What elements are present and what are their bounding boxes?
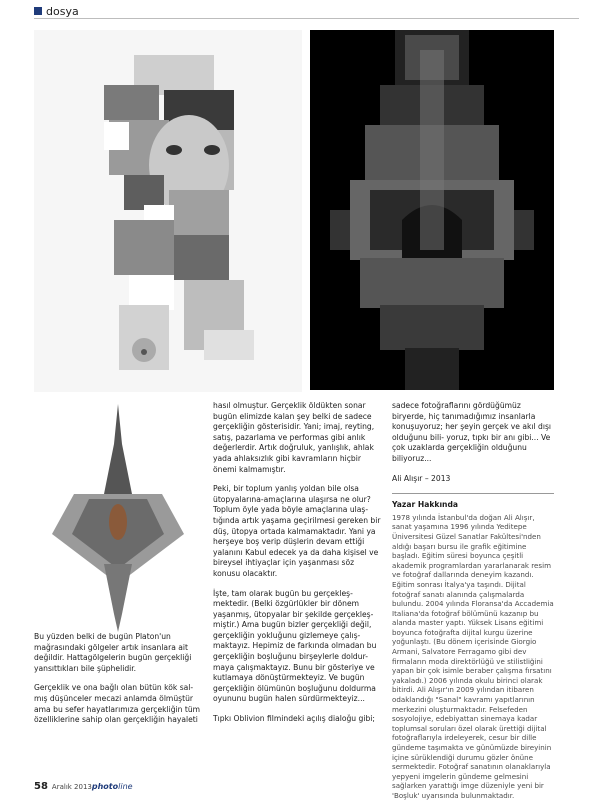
symmetric-dark-collage-image (310, 30, 554, 390)
paragraph: Tıpkı Oblivion filmindeki açılış dialoğu gibi; (213, 714, 375, 724)
paragraph: Gerçeklik ve ona bağlı olan bütün kök sal- mış düşünceler mecazi anlamda ölmüştür ama bu sefer hayatlarımıza gerçekliğin tüm özelliklerine sahip olan gerçekliğin hayaleti (34, 683, 201, 725)
bio-heading: Yazar Hakkında (392, 500, 459, 510)
bio-divider (392, 493, 554, 494)
page-footer (34, 781, 133, 792)
paragraph: sadece fotoğraflarını gördüğümüz biryerde, hiç tanımadığımız insanlarla konuşuyoruz; her şeyin gerçek ve akıl dışı olduğunu bili- yoruz, tıpkı bir anı gibi... Ve çok uzaklarda gerçekliğin olduğunu biliyoruz... (392, 401, 552, 463)
text-column-1 (34, 632, 206, 735)
text-column-3 (392, 401, 554, 801)
eiffel-tower-collage-image (34, 404, 202, 632)
section-marker-icon (34, 7, 42, 15)
paragraph: hasıl olmuştur. Gerçeklik öldükten sonar bugün elimizde kalan şey belki de sadece gerçekliğin gösterisidir. Yani; imaj, reyting, satış, pazarlama ve performas gibi anlık değerlerdir. Artık doğruluk, yanlışlık, ahlak yada ahlaksızlık gibi kavramların hiçbir önemi kalmamıştır. (213, 401, 375, 474)
collage-portrait-image (34, 30, 302, 392)
paragraph: Peki, bir toplum yanlış yoldan bile olsa ütopyalarına-amaçlarına ulaşırsa ne olur? Toplum öyle yada böyle amaçlarına ulaş- tığında artık yaşama geçirilmesi gereken bir düş, ütopya ortada kalmamaktadır. Yani ya herşeye boş verip düşlerin devam ettiği yalanını Kabul edecek ya da daha kişisel ve bireysel ihtiyaçlar için yaşanması söz konusu olacaktır. (213, 484, 381, 578)
section-label: dosya (46, 4, 79, 18)
header-rule (34, 18, 579, 19)
author-signature: Ali Alışır – 2013 (392, 473, 451, 483)
issue-date: Aralık 2013 (51, 783, 92, 791)
magazine-brand-part-1: photo (91, 782, 119, 791)
page-number: 58 (34, 781, 48, 792)
paragraph: İşte, tam olarak bugün bu gerçekleş- mektedir. (Belki özgürlükler bir dönem yaşanmış, ütopyalar bir şekilde gerçekleş- miştir.) Ama bugün bizler gerçekliği değil, gerçekliğin yokluğunu gizlemeye çalış- maktayız. Hepimiz de farkında olmadan bu gerçekliğin boşluğunu birşeylerle doldur- maya çalışmaktayız. Bunu bir gösteriye ve kutlamaya dönüştürmekteyiz. Ve bugün gerçekliğin ölümünün boşluğunu doldurma oyununu bugün halen sürdürmekteyiz... (213, 588, 377, 704)
paragraph: Bu yüzden belki de bugün Platon'un mağrasındaki gölgeler artık insanlara ait değildir. Hattagölgelerin bugün gerçekliği yansıttıkları bile şüphelidir. (34, 632, 192, 673)
magazine-brand-part-2: line (118, 782, 133, 791)
text-column-2 (213, 401, 383, 734)
section-header (34, 4, 79, 18)
author-bio: 1978 yılında İstanbul'da doğan Ali Alışır, sanat yaşamına 1996 yılında Yeditepe Üniversitesi Güzel Sanatlar Fakültesi'nden aldığı başarı bursu ile grafik eğitimine başladı. Eğitim süresi boyunca çeşitli akademik programlardan yararlanarak resim ve fotoğraf dallarında deneyim kazandı. Eğitim sonrası İtalya'ya taşındı. Dijital fotoğraf sanatı alanında çalışmalarda bulundu. 2004 yılında Floransa'da Accademia Italiana'da fotoğraf bölümünü kazanıp bu alanda master yaptı. Yüksek Lisans eğitimi boyunca fotoğrafta dijital kurgu üzerine yoğunlaştı. (Bu dönem içerisinde Giorgio Armani, Salvatore Ferragamo gibi dev firmaların moda direktörlüğü ve stilistliğini yapan bir çok isimle beraber çalışma fırsatını yakaladı.) 2006 yılında okulu birinci olarak bitirdi. Ali Alışır'ın 2009 yılından itibaren odaklandığı "Sanal" kavramı yapıtlarının merkezini oluşturmaktadır. Felsefeden sosyolojiye, edebiyattan sinemaya kadar toplumsal soruları özel olarak ürettiği dijital fotoğraflarıyla irdeleyerek, cesur bir dille gündeme taşımakta ve günümüzde bireyinin içine sürüklendiği durumu gözler önüne sermektedir. Fotoğraf sanatının olanaklarıyla yepyeni imgelerin gündeme gelmesini sağlarken yarattığı imge düzeniyle yeni bir 'Boşluk' uyarısında bulunmaktadır. (392, 512, 554, 800)
